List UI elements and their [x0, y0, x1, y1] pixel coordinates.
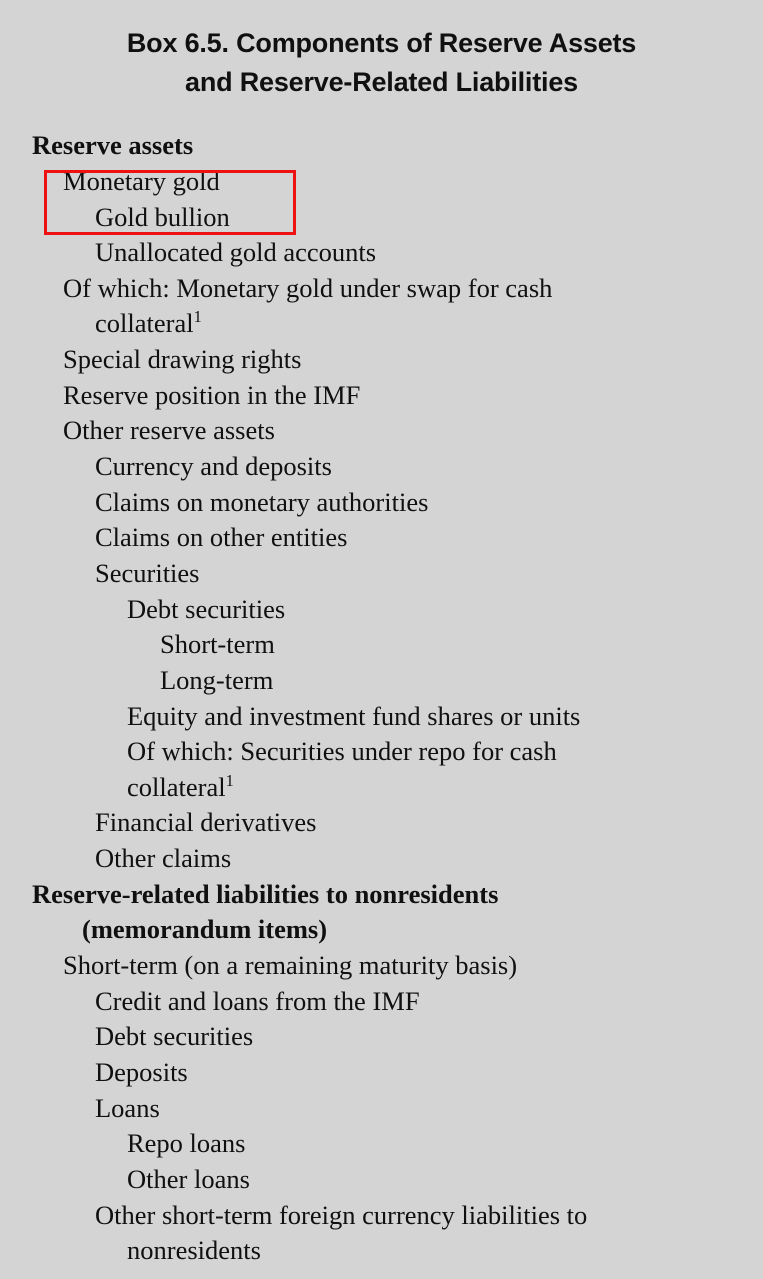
- list-item: [20, 1091, 743, 1127]
- list-item: [20, 805, 743, 841]
- box-title-line-1: Box 6.5. Components of Reserve Assets: [126, 28, 637, 58]
- list-item-label: Gold bullion: [95, 201, 230, 232]
- list-item: [20, 378, 743, 414]
- list-item-label: (memorandum items): [82, 914, 328, 945]
- list-item: [20, 1019, 743, 1055]
- list-item: [20, 948, 743, 984]
- list-item: [20, 306, 743, 342]
- list-item-label: Deposits: [95, 1056, 188, 1087]
- list-item: [20, 342, 743, 378]
- list-item: [20, 841, 743, 877]
- list-item-label: Currency and deposits: [95, 451, 332, 482]
- list-item: [20, 592, 743, 628]
- list-item-label: Reserve-related liabilities to nonresidents: [32, 878, 499, 909]
- list-item: [20, 271, 743, 307]
- list-item-label: nonresidents: [127, 1235, 261, 1266]
- list-item: [20, 627, 743, 663]
- list-item: [20, 485, 743, 521]
- list-item: [20, 912, 743, 948]
- list-item: [20, 200, 743, 236]
- list-item: [20, 164, 743, 200]
- list-item-label: Financial derivatives: [95, 807, 317, 838]
- footnote-marker: 1: [225, 770, 234, 790]
- list-item: [20, 520, 743, 556]
- list-item: [20, 877, 743, 913]
- list-item-label: Credit and loans from the IMF: [95, 985, 420, 1016]
- list-item-label: Unallocated gold accounts: [95, 237, 377, 268]
- list-item: [20, 734, 743, 770]
- list-item: [20, 984, 743, 1020]
- list-item: [20, 663, 743, 699]
- list-item: [20, 413, 743, 449]
- list-item: [20, 1233, 743, 1269]
- list-item-label: Other reserve assets: [63, 415, 275, 446]
- list-item: [20, 770, 743, 806]
- list-item-label: Other loans: [127, 1163, 250, 1194]
- list-item-label: Repo loans: [127, 1128, 246, 1159]
- list-item-label: Monetary gold: [63, 165, 220, 196]
- list-item-label: collateral: [127, 771, 226, 802]
- list-item: [20, 699, 743, 735]
- list-item: [20, 1198, 743, 1234]
- list-item-label: collateral: [95, 308, 194, 339]
- list-item-label: Other claims: [95, 843, 232, 874]
- list-item-label: Loans: [95, 1092, 160, 1123]
- list-item-label: Claims on monetary authorities: [95, 486, 429, 517]
- list-item: [20, 235, 743, 271]
- list-item: [20, 1126, 743, 1162]
- list-item-label: Equity and investment fund shares or units: [127, 700, 581, 731]
- list-item: [20, 128, 743, 164]
- list-item-label: Reserve assets: [32, 130, 194, 161]
- list-item: [20, 449, 743, 485]
- list-item-label: Long-term: [160, 664, 274, 695]
- list-item: [20, 1055, 743, 1091]
- list-item-label: Reserve position in the IMF: [63, 379, 361, 410]
- list-item-label: Debt securities: [127, 593, 286, 624]
- footnote-marker: 1: [193, 307, 202, 327]
- list-item-label: Short-term: [160, 629, 275, 660]
- components-list: [20, 128, 743, 1269]
- list-item-label: Debt securities: [95, 1021, 254, 1052]
- box-title-line-2: and Reserve-Related Liabilities: [185, 67, 578, 98]
- list-item-label: Of which: Monetary gold under swap for cash: [63, 272, 553, 303]
- list-item-label: Claims on other entities: [95, 522, 348, 553]
- list-item-label: Other short-term foreign currency liabilities to: [95, 1199, 588, 1230]
- page-title: [34, 24, 729, 102]
- list-item-label: Short-term (on a remaining maturity basis): [63, 950, 518, 981]
- list-item-label: Special drawing rights: [63, 344, 302, 375]
- list-item: [20, 556, 743, 592]
- list-item-label: Securities: [95, 557, 200, 588]
- list-item-label: Of which: Securities under repo for cash: [127, 736, 557, 767]
- list-item: [20, 1162, 743, 1198]
